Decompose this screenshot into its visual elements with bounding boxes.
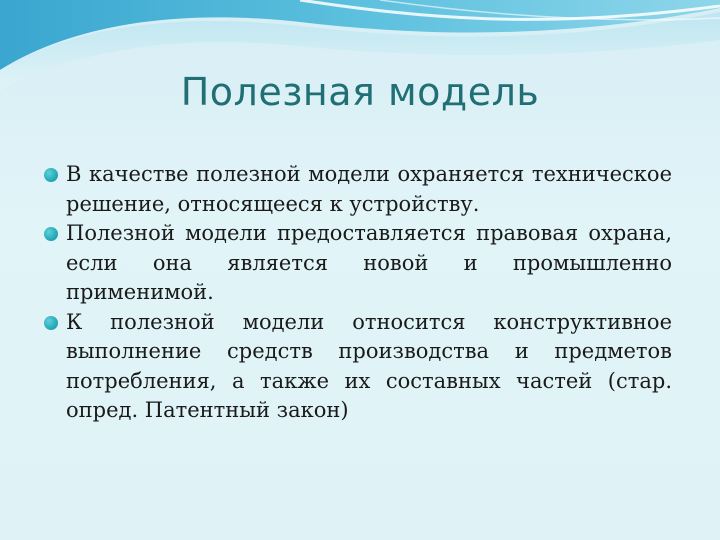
bullet-text: К полезной модели относится конструктивное выполнение средств производства и предметов потребления, а также их составных частей (стар. опред. Патентный закон) [66,309,672,422]
bullet-list [44,160,672,426]
bullet-item [44,219,672,308]
slide-title: Полезная модель [180,70,540,114]
bullet-dot-icon [44,227,58,241]
bullet-dot-icon [44,168,58,182]
bullet-text: В качестве полезной модели охраняется техническое решение, относящееся к устройству. [66,162,672,216]
bullet-text: Полезной модели предоставляется правовая охрана, если она является новой и промышленно применимой. [66,221,672,304]
bullet-dot-icon [44,316,58,330]
bullet-item [44,160,672,219]
bullet-item [44,308,672,426]
